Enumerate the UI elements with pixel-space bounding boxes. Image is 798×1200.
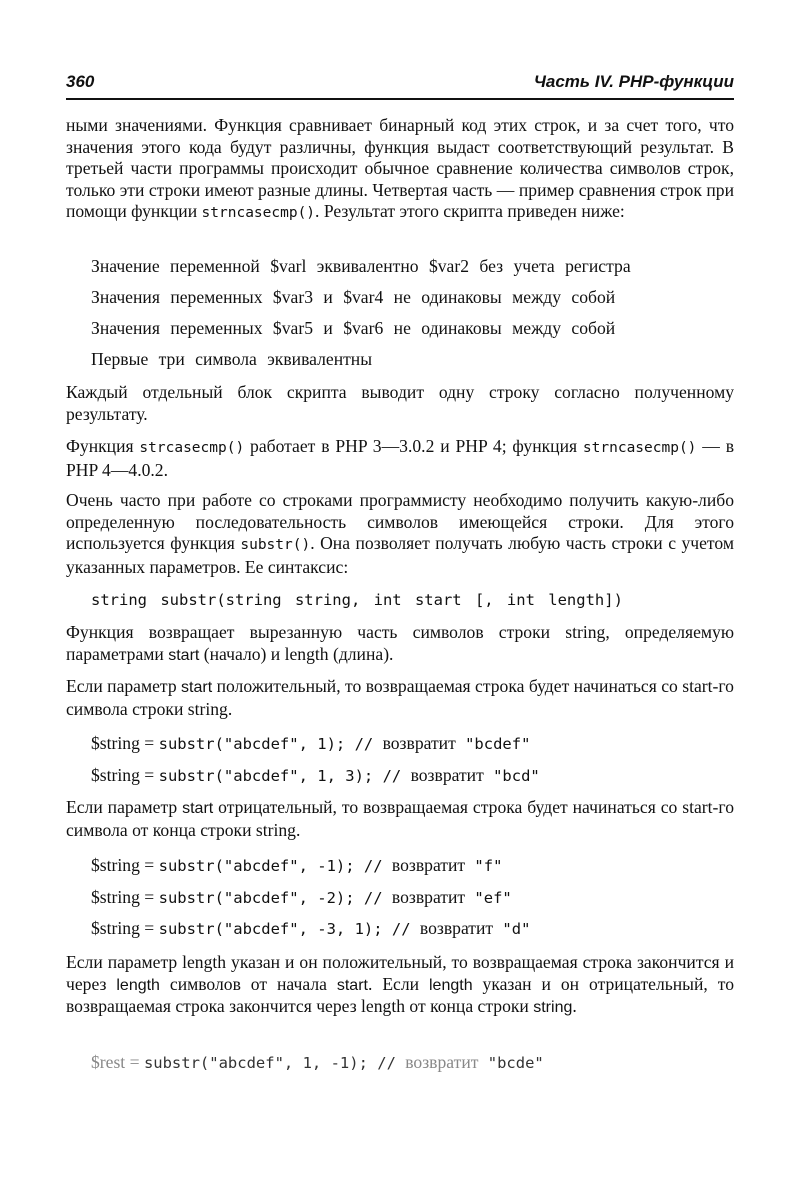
code-call: substr("abcdef", -1); //	[158, 857, 392, 875]
paragraph-8-b: символов от начала	[159, 973, 337, 994]
param-start-3: start	[182, 800, 214, 817]
code-var: $string	[91, 765, 140, 785]
code-line	[91, 765, 540, 788]
param-start-4: start	[336, 976, 368, 994]
paragraph-3-b: работает в PHP 3—3.0.2 и PHP 4; функция	[244, 436, 583, 456]
code-var: $string	[91, 855, 140, 875]
output-line-1: Значение переменной $varl эквивалентно $var2 без учета регистра	[91, 256, 631, 276]
code-call: substr("abcdef", 1, -1); //	[143, 1054, 406, 1072]
paragraph-3-c: — в PHP 4—4.0.2.	[66, 436, 734, 480]
code-line-rest	[91, 1052, 544, 1075]
page-number: 360	[66, 72, 95, 91]
func-strncasecmp: strncasecmp()	[201, 205, 316, 221]
page-header	[66, 70, 734, 96]
code-comment: возвратит	[419, 918, 494, 938]
param-string: string	[533, 999, 573, 1016]
paragraph-6-a: Если параметр	[66, 676, 182, 696]
func-strcasecmp: strcasecmp()	[139, 440, 245, 456]
code-line	[91, 887, 512, 910]
paragraph-3-a: Функция	[66, 436, 140, 456]
paragraph-1-end: . Результат этого скрипта приведен ниже:	[315, 201, 625, 221]
paragraph-7	[66, 797, 734, 841]
paragraph-1-text: ными значениями. Функция сравнивает бинарный код этих строк, и за счет того, что значения этого кода будут различны, функция выдаст соответствующий результат. В третьей части программы происходит обычное сравнение количества символов строк, только эти строки имеют разные длины. Четвертая часть — пример сравнения строк при помощи функции	[66, 115, 734, 221]
paragraph-4	[66, 490, 734, 578]
part-title: Часть IV. PHP-функции	[533, 72, 734, 91]
code-op: =	[139, 887, 159, 907]
paragraph-8-e: .	[572, 996, 577, 1016]
paragraph-7-a: Если параметр	[66, 797, 183, 817]
paragraph-6-b: положительный, то возвращаемая строка будет начинаться со start-го символа строки string.	[66, 676, 734, 719]
paragraph-7-b: отрицательный, то возвращаемая строка будет начинаться со start-го символа от конца строки string.	[66, 797, 734, 840]
header-rule	[66, 98, 734, 100]
paragraph-5	[66, 622, 734, 666]
param-length: length	[116, 976, 160, 994]
code-comment: возвратит	[410, 765, 484, 785]
paragraph-6	[66, 676, 734, 720]
code-op: =	[139, 855, 159, 875]
output-line-3: Значения переменных $var5 и $var6 не одинаковы между собой	[91, 318, 616, 338]
code-comment: возвратит	[382, 733, 456, 753]
code-call: substr("abcdef", 1); //	[158, 735, 383, 753]
paragraph-5-a: Функция возвращает вырезанную часть символов строки string, определяемую параметрами	[66, 622, 734, 664]
param-start-2: start	[181, 679, 213, 696]
code-line	[91, 918, 530, 941]
code-result: "bcde"	[478, 1054, 544, 1072]
code-comment: возвратит	[405, 1052, 479, 1072]
code-result: "ef"	[465, 889, 512, 907]
code-line	[91, 855, 502, 878]
code-var: $string	[91, 918, 140, 938]
code-var: $string	[91, 733, 140, 753]
syntax-line: string substr(string string, int start [, int length])	[91, 591, 623, 609]
paragraph-8-d: указан и он отрицательный, то возвращаемая строка закончится через length от конца строки	[66, 973, 734, 1016]
code-op: =	[139, 765, 159, 785]
code-var: $string	[91, 887, 140, 907]
code-var: $rest	[91, 1052, 126, 1072]
code-call: substr("abcdef", -2); //	[158, 889, 392, 907]
code-call: substr("abcdef", 1, 3); //	[158, 767, 411, 785]
paragraph-4-a: Очень часто при работе со строками программисту необходимо получить какую-либо определенную последовательность символов имеющейся строки. Для этого используется функция	[66, 490, 734, 553]
param-start: start	[168, 646, 200, 664]
code-result: "bcd"	[483, 767, 540, 785]
code-line	[91, 733, 530, 756]
code-result: "bcdef"	[455, 735, 531, 753]
code-op: =	[139, 733, 159, 753]
code-result: "d"	[493, 920, 531, 938]
paragraph-5-b: (начало) и length (длина).	[199, 643, 394, 664]
func-strncasecmp-2: strncasecmp()	[582, 440, 697, 456]
code-comment: возвратит	[391, 887, 466, 907]
paragraph-8-a: Если параметр length указан и он положительный, то возвращаемая строка закончится и через	[66, 952, 734, 994]
code-op: =	[139, 918, 159, 938]
code-op: =	[125, 1052, 144, 1072]
paragraph-8	[66, 952, 734, 1019]
param-length-2: length	[429, 976, 473, 994]
paragraph-3	[66, 436, 734, 481]
code-result: "f"	[465, 857, 503, 875]
code-call: substr("abcdef", -3, 1); //	[158, 920, 420, 938]
paragraph-2: Каждый отдельный блок скрипта выводит одну строку согласно полученному результату.	[66, 382, 734, 424]
paragraph-4-b: . Она позволяет получать любую часть строки с учетом указанных параметров. Ее синтаксис:	[66, 533, 734, 577]
paragraph-8-c: . Если	[367, 973, 429, 994]
code-comment: возвратит	[391, 855, 466, 875]
output-line-4: Первые три символа эквивалентны	[91, 349, 373, 369]
output-line-2: Значения переменных $var3 и $var4 не одинаковы между собой	[91, 287, 616, 307]
func-substr: substr()	[240, 537, 311, 553]
paragraph-1	[66, 115, 734, 225]
